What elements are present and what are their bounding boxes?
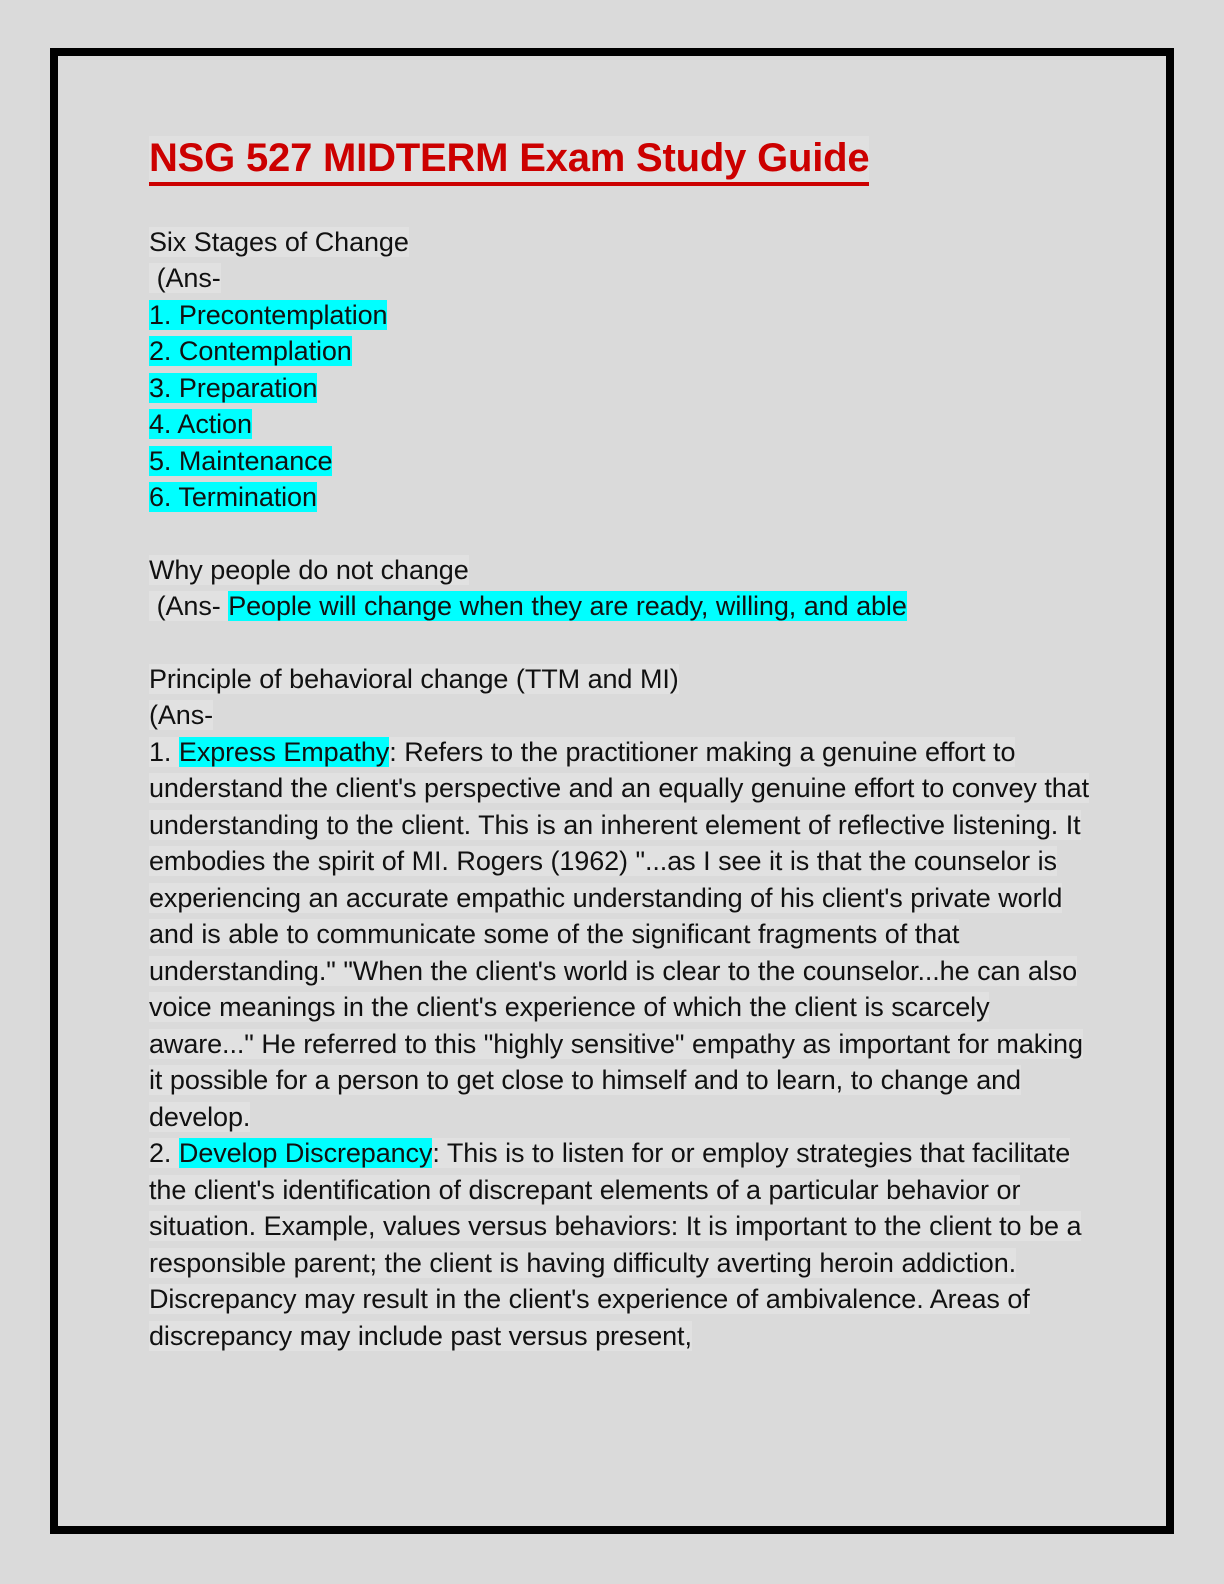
answer-text: People will change when they are ready, willing, and able <box>228 591 907 622</box>
answer-item <box>149 297 1089 334</box>
question-text: Six Stages of Change <box>149 226 409 257</box>
question-label <box>149 552 1089 589</box>
answer-item <box>149 406 1089 443</box>
question-text: Why people do not change <box>149 554 469 585</box>
answer-item <box>149 333 1089 370</box>
principle-point <box>149 1135 1089 1354</box>
answer-item-text: 4. Action <box>149 409 252 440</box>
point-number: 1. <box>149 736 179 767</box>
answer-line <box>149 588 1089 625</box>
question-label <box>149 224 1089 261</box>
answer-item-text: 1. Precontemplation <box>149 299 388 330</box>
point-body: : This is to listen for or employ strategies that facilitate the client's identification of discrepant elements of a particular behavior or situation. Example, values versus behaviors: It is important to the client to be a responsible parent; the client is having difficulty averting heroin addiction. Discrepancy may result in the client's experience of ambivalence. Areas of discrepancy may include past versus present, <box>149 1138 1082 1351</box>
page-frame <box>50 48 1174 1534</box>
answer-item-text: 3. Preparation <box>149 372 318 403</box>
point-term: Express Empathy <box>178 736 390 767</box>
section-six-stages-of-change <box>149 224 1089 516</box>
section-spacer <box>149 625 1089 661</box>
answer-marker-text: (Ans- <box>149 591 229 622</box>
document-body <box>149 138 1089 1354</box>
answer-marker-text: (Ans- <box>149 700 214 731</box>
principle-point <box>149 734 1089 1136</box>
section-why-people-do-not-change <box>149 552 1089 625</box>
answer-item <box>149 370 1089 407</box>
answer-item-text: 6. Termination <box>149 482 317 513</box>
answer-item-text: 2. Contemplation <box>149 336 352 367</box>
point-number: 2. <box>149 1138 179 1169</box>
answer-item <box>149 443 1089 480</box>
page-title-text: NSG 527 MIDTERM Exam Study Guide <box>149 136 869 186</box>
answer-marker <box>149 697 1089 734</box>
point-term: Develop Discrepancy <box>178 1138 433 1169</box>
section-spacer <box>149 516 1089 552</box>
section-principle-of-behavioral-change <box>149 661 1089 1355</box>
answer-marker <box>149 260 1089 297</box>
page-title <box>149 138 1089 179</box>
point-body: : Refers to the practitioner making a genuine effort to understand the client's perspective and an equally genuine effort to convey that understanding to the client. This is an inherent element of reflective listening. It embodies the spirit of MI. Rogers (1962) "...as I see it is that the counselor is experiencing an accurate empathic understanding of his client's private world and is able to communicate some of the significant fragments of that understanding." "When the client's world is clear to the counselor...he can also voice meanings in the client's experience of which the client is scarcely aware..." He referred to this "highly sensitive" empathy as important for making it possible for a person to get close to himself and to learn, to change and develop. <box>149 736 1089 1132</box>
answer-marker-text: (Ans- <box>149 263 221 294</box>
answer-item <box>149 479 1089 516</box>
question-text: Principle of behavioral change (TTM and MI) <box>149 663 679 694</box>
question-label <box>149 661 1089 698</box>
answer-item-text: 5. Maintenance <box>149 445 333 476</box>
